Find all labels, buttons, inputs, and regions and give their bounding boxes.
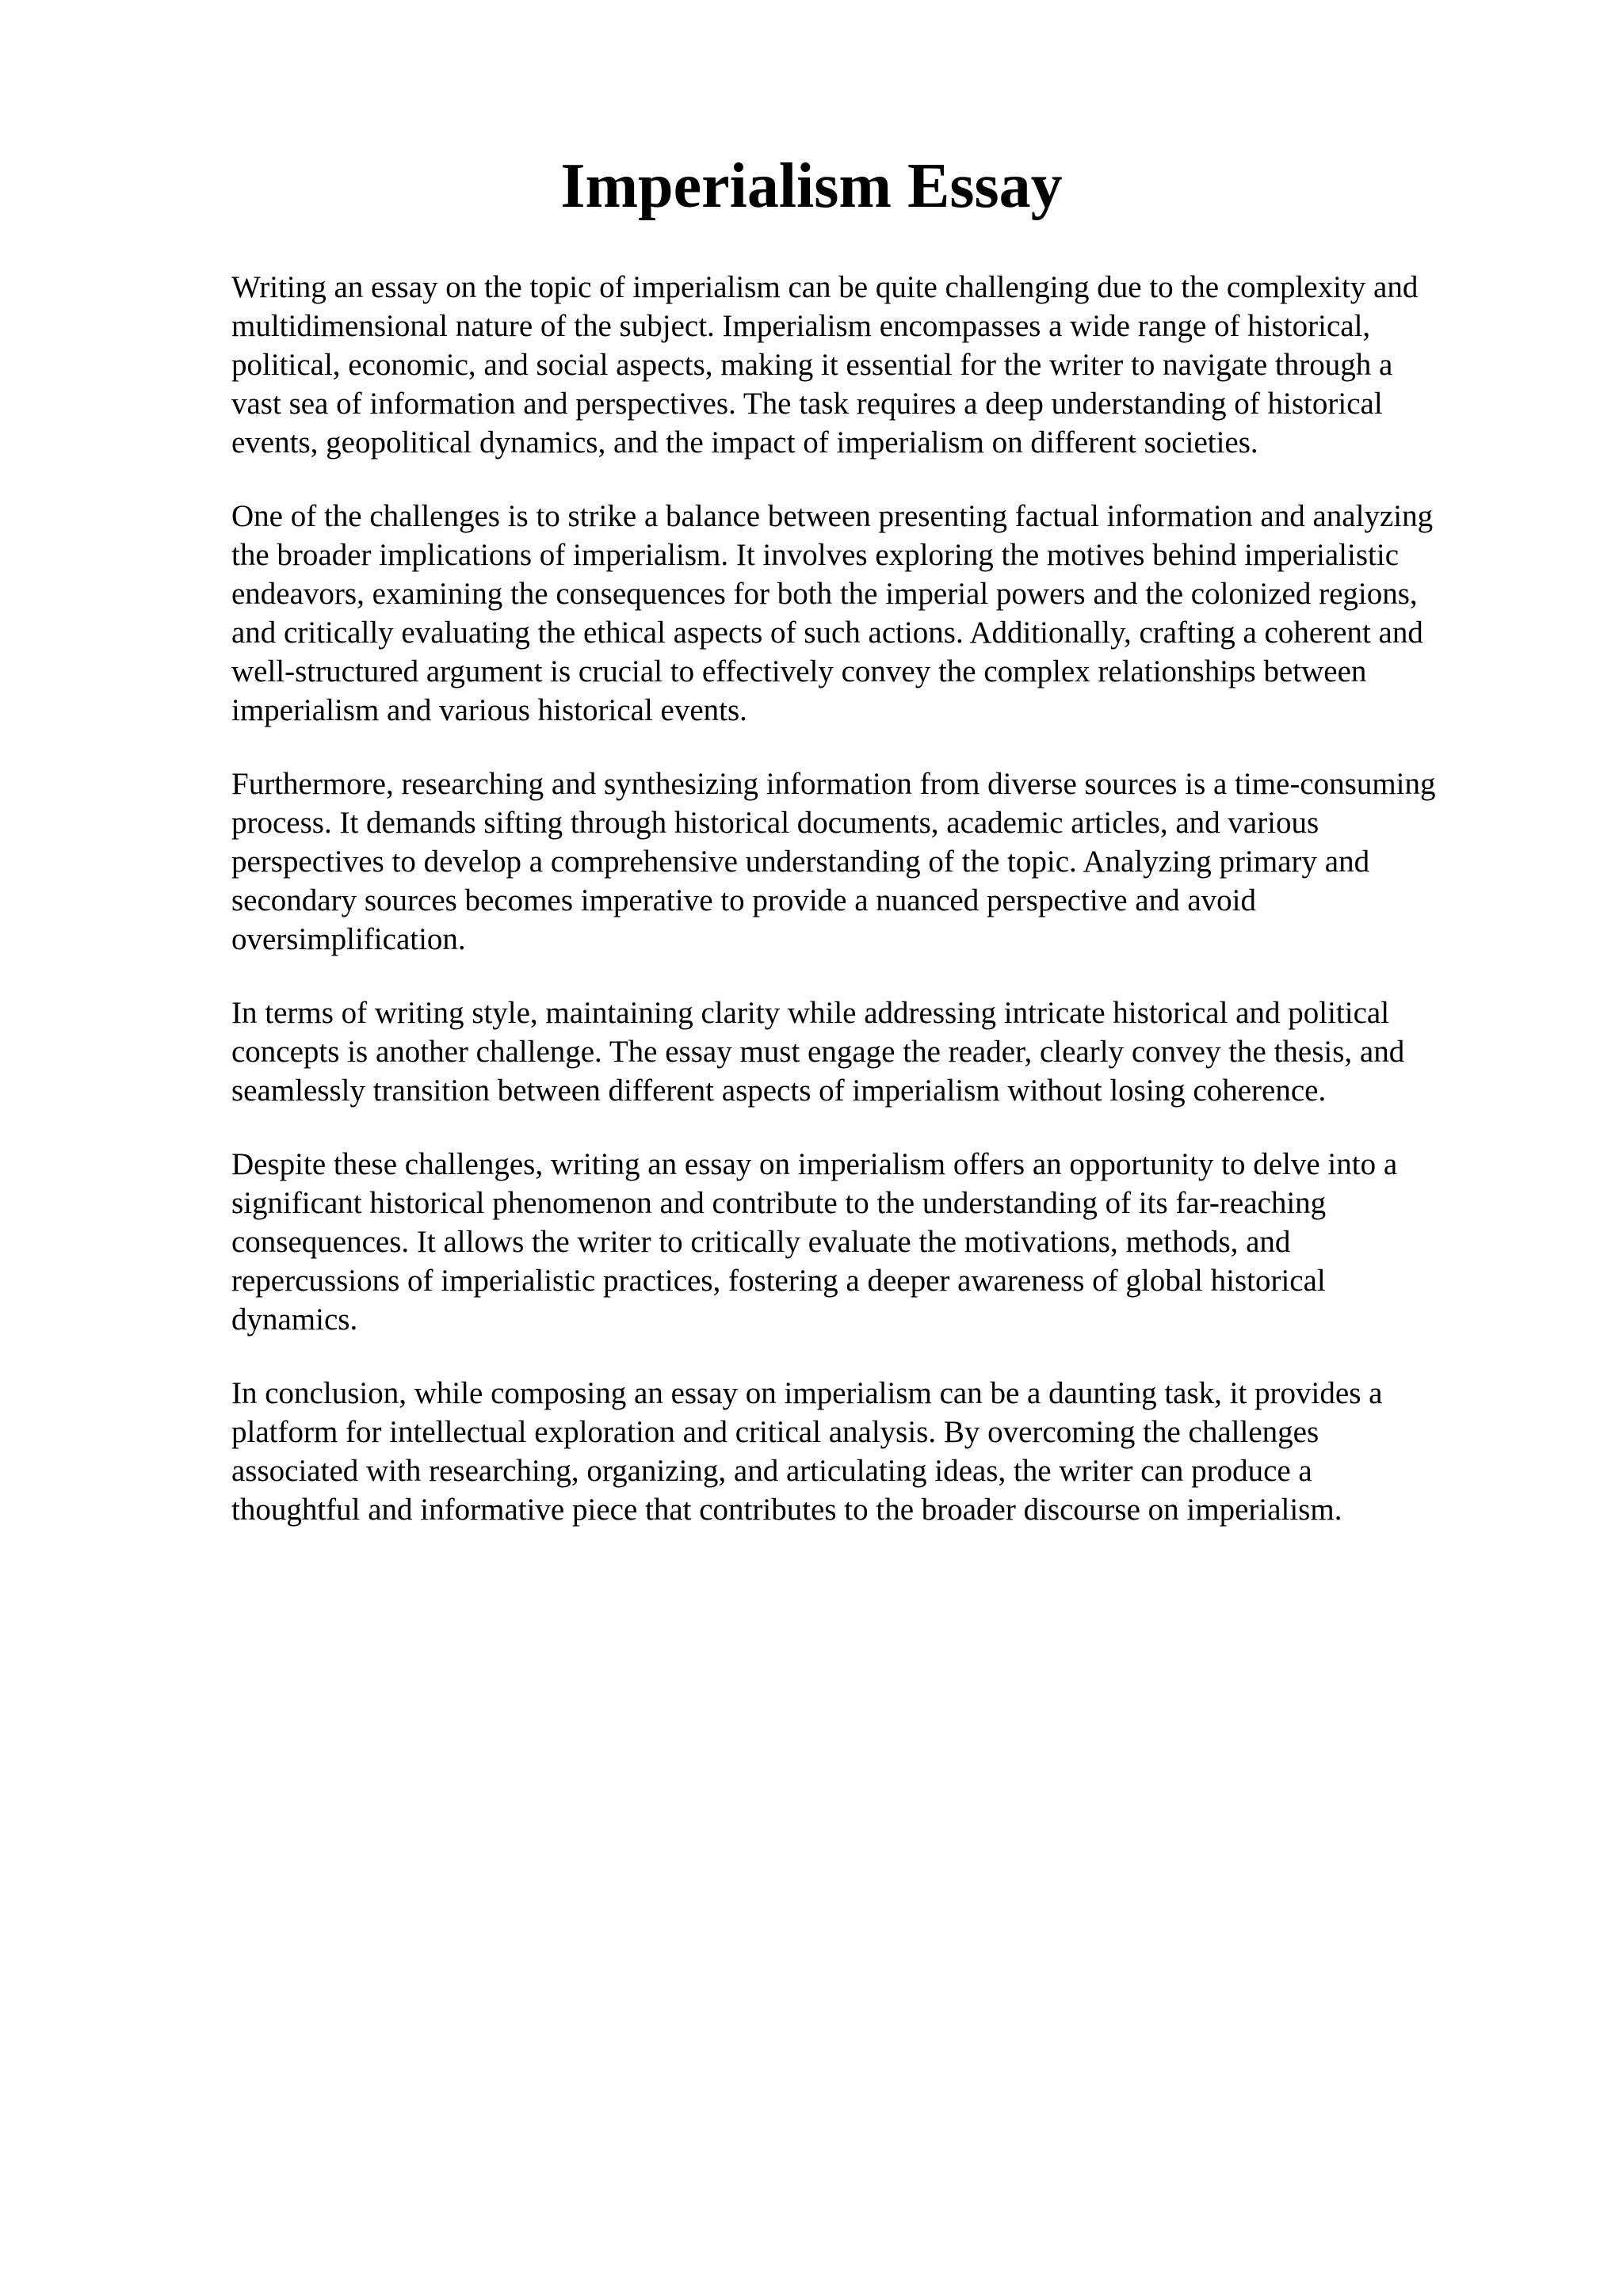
- paragraph-line: and critically evaluating the ethical aspects of such actions. Additionally, crafting a coherent and: [231, 616, 1423, 650]
- paragraph-line: secondary sources becomes imperative to provide a nuanced perspective and avoid: [231, 883, 1256, 917]
- paragraph-line: In conclusion, while composing an essay on imperialism can be a daunting task, it provides a: [231, 1376, 1383, 1410]
- essay-paragraph: [231, 994, 1531, 1110]
- paragraph-line: significant historical phenomenon and contribute to the understanding of its far-reaching: [231, 1186, 1327, 1220]
- paragraph-line: repercussions of imperialistic practices, fostering a deeper awareness of global historical: [231, 1264, 1326, 1298]
- paragraph-line: thoughtful and informative piece that contributes to the broader discourse on imperialism.: [231, 1493, 1342, 1527]
- paragraph-line: well-structured argument is crucial to effectively convey the complex relationships between: [231, 654, 1367, 688]
- paragraph-line: dynamics.: [231, 1302, 358, 1337]
- paragraph-line: Despite these challenges, writing an essay on imperialism offers an opportunity to delve into a: [231, 1147, 1398, 1181]
- paragraph-line: events, geopolitical dynamics, and the impact of imperialism on different societies.: [231, 425, 1258, 460]
- essay-paragraph: [231, 1145, 1531, 1339]
- paragraph-line: One of the challenges is to strike a balance between presenting factual information and analyzing: [231, 499, 1434, 533]
- paragraph-line: vast sea of information and perspectives. The task requires a deep understanding of historical: [231, 387, 1383, 421]
- paragraph-line: In terms of writing style, maintaining clarity while addressing intricate historical and political: [231, 996, 1390, 1030]
- paragraph-line: associated with researching, organizing, and articulating ideas, the writer can produce a: [231, 1454, 1312, 1488]
- paragraph-line: multidimensional nature of the subject. Imperialism encompasses a wide range of historical,: [231, 309, 1371, 343]
- paragraph-line: platform for intellectual exploration and critical analysis. By overcoming the challenges: [231, 1415, 1319, 1449]
- paragraph-line: concepts is another challenge. The essay must engage the reader, clearly convey the thesis, and: [231, 1035, 1405, 1069]
- paragraph-line: imperialism and various historical events.: [231, 693, 747, 727]
- essay-body: [231, 268, 1531, 1564]
- essay-paragraph: [231, 1374, 1531, 1529]
- paragraph-line: Furthermore, researching and synthesizing information from diverse sources is a time-consuming: [231, 767, 1436, 801]
- essay-paragraph: [231, 268, 1531, 462]
- paragraph-line: consequences. It allows the writer to critically evaluate the motivations, methods, and: [231, 1225, 1291, 1259]
- paragraph-line: the broader implications of imperialism. It involves exploring the motives behind imperialistic: [231, 538, 1400, 572]
- page-title: Imperialism Essay: [560, 151, 1063, 221]
- paragraph-line: oversimplification.: [231, 922, 466, 956]
- essay-paragraph: [231, 497, 1531, 730]
- paragraph-line: process. It demands sifting through historical documents, academic articles, and various: [231, 806, 1319, 840]
- paragraph-line: seamlessly transition between different aspects of imperialism without losing coherence.: [231, 1074, 1327, 1108]
- paragraph-line: endeavors, examining the consequences for both the imperial powers and the colonized regions,: [231, 577, 1418, 611]
- paragraph-line: perspectives to develop a comprehensive understanding of the topic. Analyzing primary and: [231, 845, 1370, 879]
- paragraph-line: political, economic, and social aspects, making it essential for the writer to navigate through a: [231, 348, 1393, 382]
- essay-paragraph: [231, 765, 1531, 959]
- paragraph-line: Writing an essay on the topic of imperialism can be quite challenging due to the complexity and: [231, 270, 1419, 304]
